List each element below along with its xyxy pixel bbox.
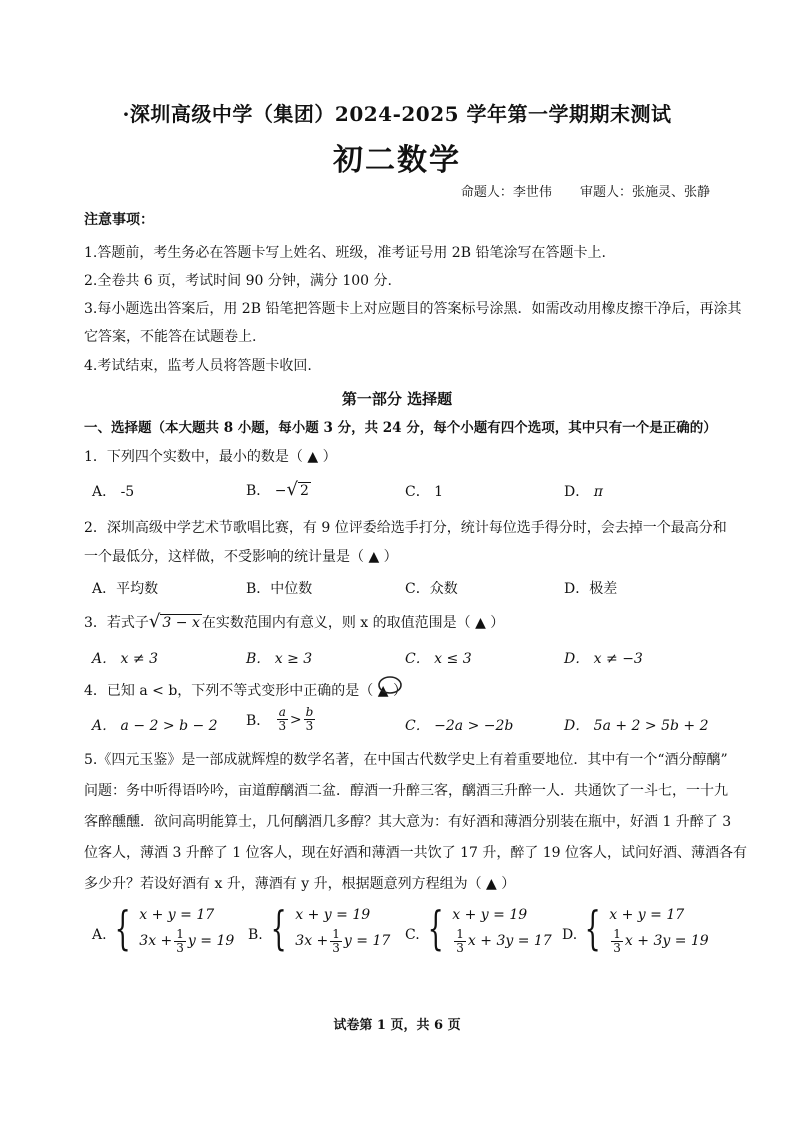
q5-option-d-label: D. — [562, 927, 578, 943]
question-5-line: 5.《四元玉鉴》是一部成就辉煌的数学名著，在中国古代数学史上有着重要地位．其中有一个“酒分醇醨” — [84, 752, 728, 768]
note-item: 它答案，不能答在试题卷上. — [84, 329, 257, 345]
q4-option-d: D． 5a + 2 > 5b + 2 — [564, 718, 709, 734]
q3-option-d: D． x ≠ −3 — [564, 651, 643, 667]
part-title: 第一部分 选择题 — [341, 390, 453, 408]
q5-option-a-label: A. — [92, 927, 107, 943]
q5-option-b-label: B. — [248, 927, 263, 943]
q1-option-b: B． −√ 2 — [246, 479, 309, 500]
q5-option-d-system: { x + y = 17 $\frac{1}{3}$ x + 3y = 19 — [584, 901, 709, 955]
note-item: 1.答题前，考生务必在答题卡写上姓名、班级，准考证号用 2B 铅笔涂写在答题卡上. — [84, 245, 606, 261]
q2-option-b: B．中位数 — [246, 581, 313, 597]
question-5-line: 问题：务中听得语吟吟，亩道醇醨酒二盆．醇酒一升醉三客，醨酒三升醉一人．共通饮了一斗七，一十九 — [84, 783, 728, 799]
q4-option-c: C． −2a > −2b — [405, 718, 514, 734]
q5-option-a-system: { x + y = 17 3x + $\frac{1}{3}$ y = 19 — [114, 901, 235, 955]
question-5-line: 客醉醺醺．欲问高明能算士，几何醨酒几多醇？其大意为：有好酒和薄酒分别装在瓶中，好酒 1 升醉了 3 — [84, 814, 732, 830]
authors-line — [437, 181, 710, 200]
note-item: 4.考试结束，监考人员将答题卡收回. — [84, 358, 312, 374]
q5-option-c-label: C. — [405, 927, 420, 943]
q1-option-a: A． -5 — [92, 484, 135, 500]
q2-option-a: A．平均数 — [92, 581, 159, 597]
question-4-stem: 4．已知 a < b，下列不等式变形中正确的是（ ▲ ） — [84, 683, 407, 699]
setter: 命题人：李世伟 — [460, 185, 552, 200]
question-5-line: 多少升？若设好酒有 x 升，薄酒有 y 升，根据题意列方程组为（ ▲ ） — [84, 876, 516, 892]
q3-option-a: A． x ≠ 3 — [92, 651, 158, 667]
q4-option-b: B． $\frac{a}{3}$ > $\frac{b}{3}$ — [246, 705, 314, 733]
reviewer: 审题人：张施灵、张静 — [579, 185, 710, 200]
q4-option-a: A． a − 2 > b − 2 — [92, 718, 218, 734]
school-title: ·深圳高级中学（集团）2024-2025 学年第一学期期末测试 — [122, 102, 672, 126]
q5-option-c-system: { x + y = 19 $\frac{1}{3}$ x + 3y = 17 — [427, 901, 552, 955]
question-2-stem-line: 一个最低分，这样做，不受影响的统计量是（ ▲ ） — [84, 549, 398, 565]
question-2-stem-line: 2．深圳高级中学艺术节歌唱比赛，有 9 位评委给选手打分，统计每位选手得分时，会去掉一个最高分和 — [84, 520, 727, 536]
pencil-circle-mark — [376, 674, 404, 696]
note-item: 3.每小题选出答案后，用 2B 铅笔把答题卡上对应题目的答案标号涂黑．如需改动用橡皮擦干净后，再涂其 — [84, 301, 742, 317]
subject-title: 初二数学 — [333, 143, 461, 178]
q3-option-c: C． x ≤ 3 — [405, 651, 472, 667]
question-1-stem: 1．下列四个实数中，最小的数是（ ▲ ） — [84, 449, 337, 465]
q1-option-d: D． π — [564, 484, 603, 500]
note-item: 2.全卷共 6 页，考试时间 90 分钟，满分 100 分. — [84, 273, 392, 289]
q2-option-d: D．极差 — [564, 581, 618, 597]
question-3-stem: 3．若式子√ 3 − x 在实数范围内有意义，则 x 的取值范围是（ ▲ ） — [84, 611, 505, 632]
q1-option-c: C． 1 — [405, 484, 444, 500]
q5-option-b-system: { x + y = 19 3x + $\frac{1}{3}$ y = 17 — [270, 901, 391, 955]
question-5-line: 位客人，薄酒 3 升醉了 1 位客人，现在好酒和薄酒一共饮了 17 升，醉了 19 位客人，试问好酒、薄酒各有 — [84, 845, 748, 861]
page-footer: 试卷第 1 页，共 6 页 — [333, 1018, 461, 1033]
notes-heading: 注意事项： — [84, 212, 154, 228]
q3-option-b: B． x ≥ 3 — [246, 651, 313, 667]
q2-option-c: C．众数 — [405, 581, 458, 597]
section-heading: 一、选择题（本大题共 8 小题，每小题 3 分，共 24 分，每个小题有四个选项，其中只有一个是正确的） — [84, 420, 717, 436]
